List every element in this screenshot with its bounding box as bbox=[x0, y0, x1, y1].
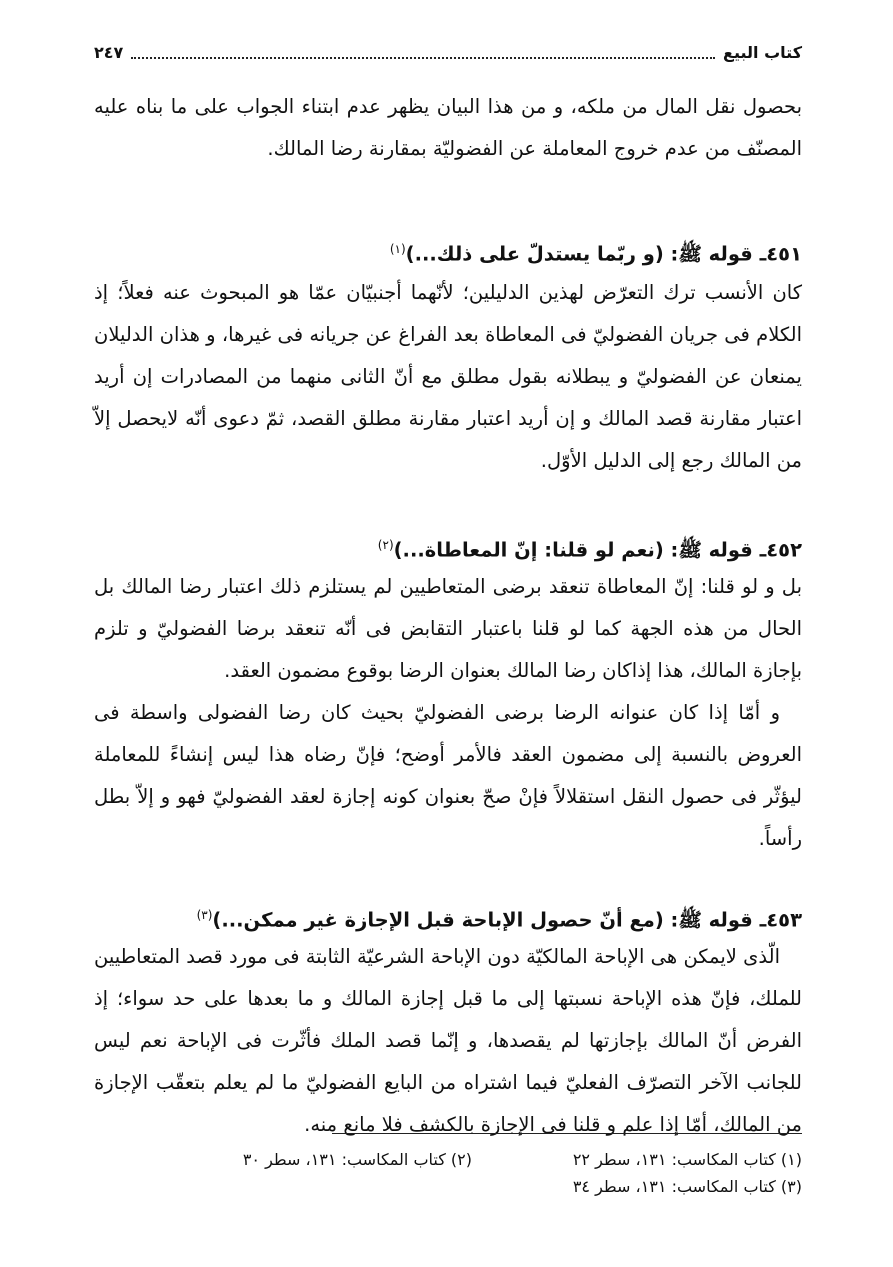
footnote-3: (٣) كتاب المكاسب: ١٣١، سطر ٣٤ bbox=[572, 1177, 802, 1196]
running-head-title: كتاب البيع bbox=[723, 42, 802, 62]
section-453-paragraph: الّذى لايمكن هى الإباحة المالكيّة دون الإباحة الشرعيّة الثابتة فى مورد قصد المتعاطيين للملك، فإنّ هذه الإباحة نسبتها إلى ما قبل إجازة المالك و ما بعدها على حد سواء؛ إذ الفرض أنّ المالك بإجازتها لم يقصدها، و إنّما قصد الملك فأثّرت فى الإباحة نعم ليس للجانب الآخر التصرّف الفعليّ فيما اشتراه من البايع الفضوليّ ما لم يعلم بتعقّب الإجازة من المالك، أمّا إذا علم و قلنا فى الإجازة بالكشف فلا مانع منه. bbox=[94, 945, 802, 1136]
section-number: ٤٥٣ bbox=[766, 908, 802, 932]
page-number: ٢٤٧ bbox=[94, 42, 124, 62]
footnote-row bbox=[94, 1173, 802, 1200]
section-number: ٤٥٢ bbox=[766, 538, 802, 562]
footnote-ref: (٣) bbox=[196, 908, 213, 922]
dot-leader bbox=[131, 45, 715, 59]
footnote-1: (١) كتاب المكاسب: ١٣١، سطر ٢٢ bbox=[572, 1150, 802, 1169]
section-heading-text: ـ قوله ﷺ: (مع أنّ حصول الإباحة قبل الإجازة غير ممكن...) bbox=[212, 908, 767, 932]
section-heading-453 bbox=[94, 894, 802, 942]
section-heading-452 bbox=[94, 524, 802, 572]
section-451-paragraph: كان الأنسب ترك التعرّض لهذين الدليلين؛ لأنّهما أجنبيّان عمّا هو المبحوث عنه فعلاً؛ إذ الكلام فى جريان الفضوليّ فى المعاطاة بعد الفراغ عن جريانه فى غيرها، و هذان الدليلان يمنعان عن الفضوليّ و يبطلانه بقول مطلق مع أنّ الثانى منهما من المصادرات إن أريد اعتبار مقارنة قصد المالك و إن أريد اعتبار مقارنة مطلق القصد، ثمّ دعوى أنّه لايحصل إلاّ من المالك رجع إلى الدليل الأوّل. bbox=[94, 281, 802, 472]
footnote-ref: (١) bbox=[389, 242, 406, 256]
section-heading-451 bbox=[94, 228, 802, 276]
section-number: ٤٥١ bbox=[766, 242, 802, 266]
section-heading-text: ـ قوله ﷺ: (نعم لو قلنا: إنّ المعاطاة...) bbox=[393, 538, 767, 562]
footnote-divider bbox=[332, 1133, 802, 1134]
footnote-row bbox=[94, 1146, 802, 1173]
footnote-ref: (٢) bbox=[377, 538, 394, 552]
running-head bbox=[94, 38, 802, 66]
section-452-paragraph-1: بل و لو قلنا: إنّ المعاطاة تنعقد برضى المتعاطيين لم يستلزم ذلك اعتبار رضا المالك بل الحال من هذه الجهة كما لو قلنا باعتبار التقابض فى أنّه تنعقد برضا الفضوليّ و تلزم بإجازة المالك، هذا إذاكان رضا المالك بعنوان الرضا بوقوع مضمون العقد. bbox=[94, 575, 802, 682]
intro-paragraph: بحصول نقل المال من ملكه، و من هذا البيان يظهر عدم ابتناء الجواب على ما بناه عليه المصنّف من عدم خروج المعاملة عن الفضوليّة بمقارنة رضا المالك. bbox=[94, 95, 802, 160]
book-page bbox=[94, 28, 802, 1228]
section-452-paragraph-2: و أمّا إذا كان عنوانه الرضا برضى الفضوليّ بحيث كان رضا الفضولى واسطة فى العروض بالنسبة إلى مضمون العقد فالأمر أوضح؛ فإنّ رضاه هذا ليس إنشاءً للمعاملة ليؤثّر فى حصول النقل استقلالاً فإنْ صحّ بعنوان كونه إجازة لعقد الفضوليّ فهو و إلاّ بطل رأساً. bbox=[94, 701, 802, 850]
footnote-2: (٢) كتاب المكاسب: ١٣١، سطر ٣٠ bbox=[242, 1150, 472, 1169]
footnotes bbox=[94, 1146, 802, 1200]
section-heading-text: ـ قوله ﷺ: (و ربّما يستدلّ على ذلك...) bbox=[405, 242, 767, 266]
